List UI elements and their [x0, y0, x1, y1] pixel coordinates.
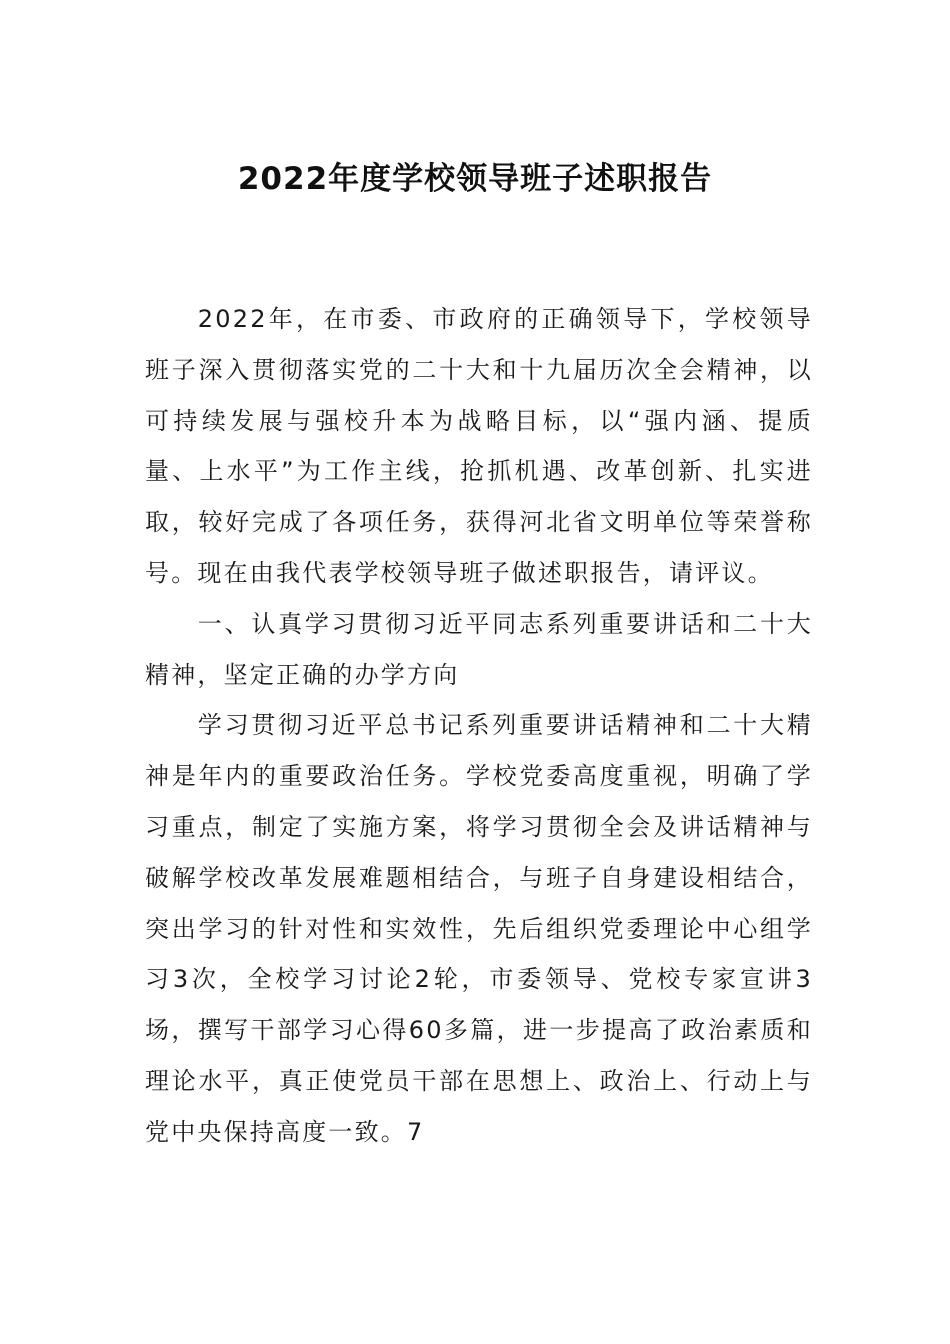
section-heading-1: 一、认真学习贯彻习近平同志系列重要讲话和二十大精神，坚定正确的办学方向	[145, 609, 813, 689]
document-title: 2022年度学校领导班子述职报告	[237, 161, 713, 197]
paragraph-intro: 2022年，在市委、市政府的正确领导下，学校领导班子深入贯彻落实党的二十大和十九届历次全会精神，以可持续发展与强校升本为战略目标，以“强内涵、提质量、上水平”为工作主线，抢抓机遇、改革创新、扎实进取，较好完成了各项任务，获得河北省文明单位等荣誉称号。现在由我代表学校领导班子做述职报告，请评议。	[145, 305, 813, 587]
paragraph-study: 学习贯彻习近平总书记系列重要讲话精神和二十大精神是年内的重要政治任务。学校党委高度重视，明确了学习重点，制定了实施方案，将学习贯彻全会及讲话精神与破解学校改革发展难题相结合，与班子自身建设相结合，突出学习的针对性和实效性，先后组织党委理论中心组学习3次，全校学习讨论2轮，市委领导、党校专家宣讲3场，撰写干部学习心得60多篇，进一步提高了政治素质和理论水平，真正使党员干部在思想上、政治上、行动上与党中央保持高度一致。7	[145, 711, 813, 1146]
document-body	[145, 294, 813, 1158]
